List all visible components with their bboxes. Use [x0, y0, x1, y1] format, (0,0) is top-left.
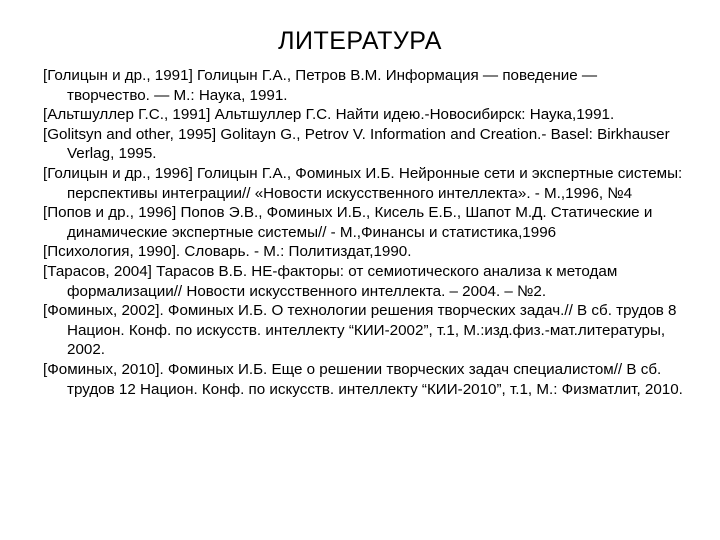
reference-text: Тарасов В.Б. НЕ-факторы: от семиотического анализа к методам формализации// Новости искусственного интеллекта. – 2004. – №2.	[67, 262, 618, 300]
reference-item	[43, 164, 683, 203]
reference-item	[43, 105, 683, 125]
reference-item	[43, 360, 683, 399]
reference-key: [Golitsyn and other, 1995]	[43, 125, 217, 143]
reference-key: [Психология, 1990]	[43, 243, 176, 261]
reference-key: [Фоминых, 2010]	[43, 360, 160, 378]
slide-title: ЛИТЕРАТУРА	[278, 27, 442, 55]
reference-text: . Фоминых И.Б. Еще о решении творческих задач специалистом// В сб. трудов 12 Национ. Конф. по искусств. интеллекту “КИИ-2010”, т.1, М.: Физматлит, 2010.	[67, 360, 683, 398]
reference-item	[43, 203, 683, 242]
reference-key: [Альтшуллер Г.С., 1991]	[43, 106, 211, 124]
reference-text: Попов Э.В., Фоминых И.Б., Кисель Е.Б., Шапот М.Д. Статические и динамические экспертные системы// - М.,Финансы и статистика,1996	[67, 204, 653, 241]
reference-key: [Фоминых, 2002]	[43, 302, 160, 320]
reference-text: Альтшуллер Г.С. Найти идею.-Новосибирск: Наука,1991.	[210, 106, 615, 124]
reference-text: Голицын Г.А., Петров В.М. Информация — поведение — творчество. — М.: Наука, 1991.	[67, 67, 598, 104]
reference-key: [Голицын и др., 1991]	[43, 67, 193, 84]
reference-text: . Фоминых И.Б. О технологии решения творческих задач.// В сб. трудов 8 Национ. Конф. по искусств. интеллекту “КИИ-2002”, т.1, М.:изд.физ.-мат.литературы, 2002.	[67, 302, 677, 359]
reference-list	[43, 66, 683, 399]
reference-text: Голицын Г.А., Фоминых И.Б. Нейронные сети и экспертные системы: перспективы интеграции// «Новости искусственного интеллекта». - М.,1996, №4	[67, 164, 683, 202]
reference-key: [Попов и др., 1996]	[43, 204, 177, 222]
reference-item	[43, 242, 683, 262]
reference-item	[43, 66, 683, 105]
reference-item	[43, 262, 683, 301]
reference-key: [Голицын и др., 1996]	[43, 164, 193, 182]
reference-item	[43, 125, 683, 164]
reference-item	[43, 301, 683, 360]
reference-key: [Тарасов, 2004]	[43, 262, 152, 280]
reference-text: . Словарь. - М.: Политиздат,1990.	[175, 243, 412, 261]
reference-text: Golitayn G., Petrov V. Information and Creation.- Basel: Birkhauser Verlag, 1995.	[67, 125, 670, 163]
